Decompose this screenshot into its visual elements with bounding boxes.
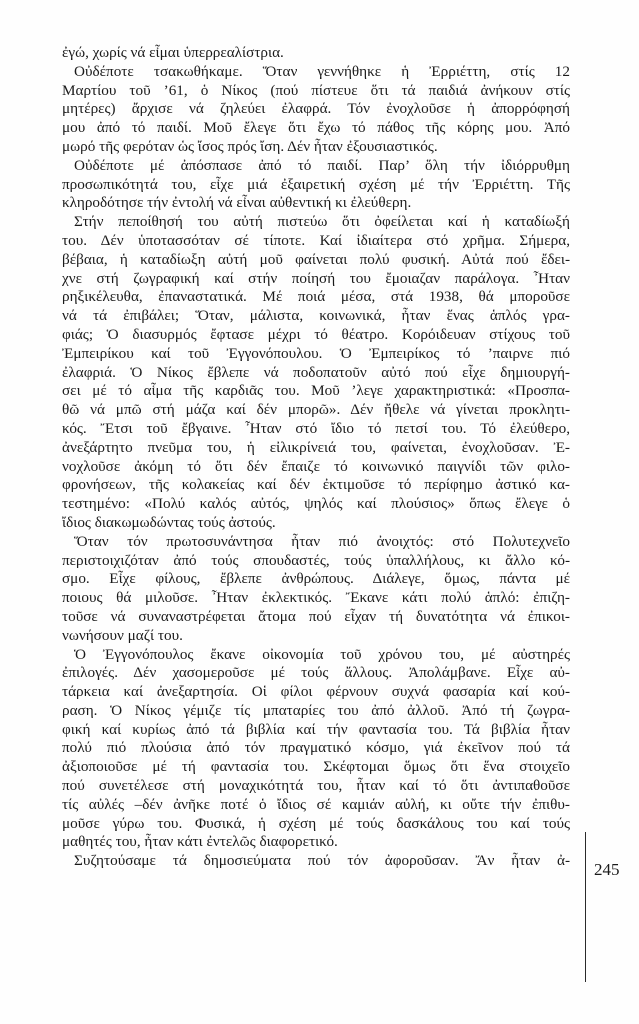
text-line: Ὁ Ἐγγονόπουλος ἔκανε οἰκονομία τοῦ χρόνου του, μέ αὐστηρές: [74, 645, 570, 663]
text-line: προσωπικότητά του, εἶχε μιά ἐξαιρετική σχέση μέ τήν Ἐρριέττη. Τῆς: [62, 175, 570, 193]
text-line: τίς αὐλές –δέν ἀνῆκε ποτέ ὁ ἴδιος σέ καμιάν αὐλή, κι οὔτε τήν ἐπιθυ-: [62, 795, 570, 813]
text-line: νοχλοῦσε ἀκόμη τό ὅτι δέν ἔπαιζε τό κοινωνικό παιγνίδι τῶν φιλο-: [62, 457, 570, 475]
text-line: τάρκεια καί ἀνεξαρτησία. Οἱ φίλοι φέρνουν συχνά φασαρία καί κού-: [62, 683, 570, 701]
text-line: μαθητές του, ἦταν κάτι ἐντελῶς διαφορετικό.: [62, 833, 338, 851]
text-line: θῶ νά μπῶ στή μάζα καί δέν μπορῶ». Δέν ἤθελε νά γίνεται προκλητι-: [62, 401, 570, 419]
body-text: [62, 44, 570, 871]
text-line: κός. Ἔτσι τοῦ ἔβγαινε. Ἦταν στό ἴδιο τό πετσί του. Τό ἐλεύθερο,: [62, 419, 570, 437]
text-line: χνε στή ζωγραφική καί στήν ποίησή του ἔμοιαζαν παράλογα. Ἦταν: [62, 269, 570, 287]
text-line: μωρό τῆς φερόταν ὡς ἴσος πρός ἴση. Δέν ἦταν ἐξουσιαστικός.: [62, 137, 438, 155]
text-line: ραση. Ὁ Νίκος γέμιζε τίς μπαταρίες του ἀπό ἀλλοῦ. Ἀπό τή ζωγρα-: [62, 701, 570, 719]
page-number: 245: [594, 860, 620, 879]
text-line: Μαρτίου τοῦ ’61, ὁ Νίκος (πού πίστευε ὅτι τά παιδιά ἀνήκουν στίς: [62, 81, 570, 99]
text-line: τεστημένο: «Πολύ καλός αὐτός, ψηλός καί πλούσιος» ὅπως ἔλεγε ὁ: [62, 495, 570, 513]
text-line: Οὐδέποτε μέ ἀπόσπασε ἀπό τό παιδί. Παρ’ ὅλη τήν ἰδιόρρυθμη: [74, 156, 570, 174]
text-line: ποιους θά μιλοῦσε. Ἦταν ἐκλεκτικός. Ἔκανε κάτι πολύ ἁπλό: ἐπιζη-: [62, 589, 570, 607]
text-line: μοῦσε γύρω του. Φυσικά, ἡ σχέση μέ τούς δασκάλους του καί τούς: [62, 814, 570, 832]
text-line: ἴδιος διακωμωδώντας τούς ἀστούς.: [62, 513, 276, 531]
text-line: Οὐδέποτε τσακωθήκαμε. Ὅταν γεννήθηκε ἡ Ἐρριέττη, στίς 12: [74, 62, 570, 80]
text-line: μητέρες) ἄρχισε νά ζηλεύει ἐλαφρά. Τόν ἐνοχλοῦσε ἡ ἀπορρόφησή: [62, 100, 570, 118]
text-line: βέβαια, ἡ καταδίωξη αὐτή μοῦ φαίνεται πολύ φυσική. Αὐτά πού ἔδει-: [62, 250, 570, 268]
text-line: ἐπιλογές. Δέν χασομεροῦσε μέ τούς ἄλλους. Ἀπολάμβανε. Εἶχε αὐ-: [62, 664, 570, 682]
text-line: νά τά ἐπιβάλει; Ὅταν, μάλιστα, κοινωνικά, ἦταν ἕνας ἁπλός γρα-: [62, 307, 570, 325]
text-line: σει μέ τό αἷμα τῆς καρδιᾶς του. Μοῦ ’λεγε χαρακτηριστικά: «Προσπα-: [62, 382, 570, 400]
text-line: ἀνεξάρτητο πνεῦμα του, ἡ εἰλικρίνειά του, φαίνεται, ἐνοχλοῦσαν. Ἐ-: [62, 438, 570, 456]
text-line: Ὅταν τόν πρωτοσυνάντησα ἦταν πιό ἀνοιχτός: στό Πολυτεχνεῖο: [74, 532, 570, 550]
text-line: ρηξικέλευθα, ἐπαναστατικά. Μέ ποιά μέσα, στά 1938, θά μποροῦσε: [62, 288, 570, 306]
text-line: φιάς; Ὁ διασυρμός ἔφτασε μέχρι τό θέατρο. Κορόιδευαν στίχους τοῦ: [62, 325, 570, 343]
text-line: ἐγώ, χωρίς νά εἶμαι ὑπερρεαλίστρια.: [62, 44, 284, 61]
text-line: Ἐμπειρίκου καί τοῦ Ἐγγονόπουλου. Ὁ Ἐμπειρίκος τό ’παιρνε πιό: [62, 344, 570, 362]
text-line: περιστοιχιζόταν ἀπό τούς σπουδαστές, τούς ὑπαλλήλους, κι ἄλλο κό-: [62, 551, 570, 569]
text-line: Συζητούσαμε τά δημοσιεύματα πού τόν ἀφοροῦσαν. Ἄν ἦταν ἀ-: [74, 852, 570, 870]
margin-rule: [585, 832, 586, 982]
text-line: κληροδότησε τήν ἐντολή νά εἶναι αὐθεντική κι ἐλεύθερη.: [62, 194, 412, 212]
text-line: τοῦσε νά συναναστρέφεται ἄτομα πού εἶχαν τή δυνατότητα νά ἐπικοι-: [62, 607, 570, 625]
text-line: νωνήσουν μαζί του.: [62, 626, 183, 644]
text-line: μου ἀπό τό παιδί. Μοῦ ἔλεγε ὅτι ἔχω τό πάθος τῆς κόρης μου. Ἀπό: [62, 119, 570, 137]
text-line: πού συνετέλεσε στή μοναχικότητά του, ἦταν καί τό ὅτι ἀντιπαθοῦσε: [62, 777, 570, 795]
text-line: ἐλαφριά. Ὁ Νίκος ἔβλεπε νά ποδοπατοῦν αὐτό πού εἶχε δημιουργή-: [62, 363, 570, 381]
text-line: πολύ πιό πλούσια ἀπό τόν πραγματικό κόσμο, γιά ἐκεῖνον πού τά: [62, 739, 570, 757]
text-line: φική καί κυρίως ἀπό τά βιβλία καί τήν φαντασία του. Τά βιβλία ἦταν: [62, 720, 570, 738]
text-line: Στήν πεποίθησή του αὐτή πιστεύω ὅτι ὀφείλεται καί ἡ καταδίωξή: [74, 213, 570, 231]
text-line: σμο. Εἶχε φίλους, ἔβλεπε ἀνθρώπους. Διάλεγε, ὅμως, πάντα μέ: [62, 570, 570, 588]
text-line: ἀξιοποιοῦσε μέ τή φαντασία του. Σκέφτομαι ὅμως ὅτι ἕνα στοιχεῖο: [62, 758, 570, 776]
text-line: φρονήσεων, τῆς κολακείας καί δέν ἐκτιμοῦσε τό περίφημο ἀστικό κα-: [62, 476, 570, 494]
text-line: του. Δέν ὑποτασσόταν σέ τίποτε. Καί ἰδιαίτερα στό χρῆμα. Σήμερα,: [62, 231, 570, 249]
